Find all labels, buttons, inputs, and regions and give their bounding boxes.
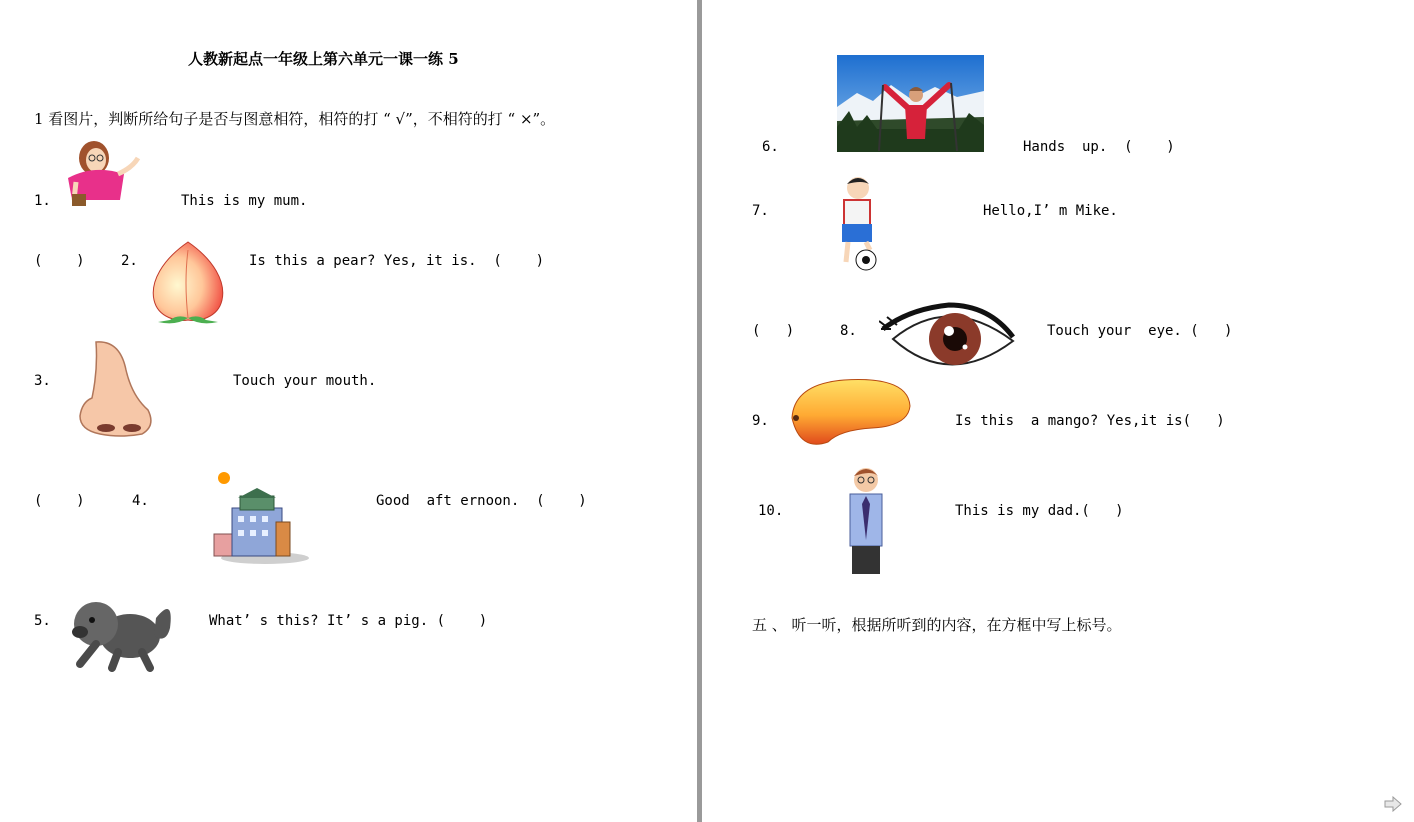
mango-picture bbox=[788, 376, 914, 448]
item-4-sentence: Good aft ernoon. ( ) bbox=[376, 493, 587, 509]
boy-picture bbox=[832, 174, 882, 272]
right-page bbox=[702, 0, 1414, 822]
item-7-sentence: Hello,I’ m Mike. bbox=[983, 203, 1118, 219]
school-building-picture bbox=[210, 468, 310, 568]
item-2-number: 2. bbox=[121, 253, 138, 269]
arrow-right-icon[interactable] bbox=[1383, 796, 1403, 812]
item-10-sentence: This is my dad.( ) bbox=[955, 503, 1124, 519]
item-7-number: 7. bbox=[752, 203, 769, 219]
item-6-sentence: Hands up. ( ) bbox=[1023, 139, 1175, 155]
left-page bbox=[0, 0, 697, 822]
item-4-answer-paren[interactable]: ( ) bbox=[34, 493, 85, 509]
item-9-number: 9. bbox=[752, 413, 769, 429]
hiker-photo bbox=[837, 55, 984, 152]
item-8-sentence: Touch your eye. ( ) bbox=[1047, 323, 1233, 339]
dad-picture bbox=[842, 464, 890, 578]
eye-picture bbox=[879, 299, 1019, 369]
mother-picture bbox=[58, 138, 144, 208]
nose-picture bbox=[76, 340, 156, 438]
item-4-number: 4. bbox=[132, 493, 149, 509]
instruction-text: 1 看图片，判断所给句子是否与图意相符，相符的打 “ √”，不相符的打 “ ×”。 bbox=[34, 110, 556, 128]
item-9-sentence: Is this a mango? Yes,it is( ) bbox=[955, 413, 1225, 429]
section-five-heading: 五 、 听一听，根据所听到的内容，在方框中写上标号。 bbox=[752, 616, 1122, 634]
peach-picture bbox=[148, 238, 228, 326]
item-1-sentence: This is my mum. bbox=[181, 193, 308, 209]
item-8-number: 8. bbox=[840, 323, 857, 339]
item-6-number: 6. bbox=[762, 139, 779, 155]
item-3-number: 3. bbox=[34, 373, 51, 389]
worksheet-title: 人教新起点一年级上第六单元一课一练 5 bbox=[188, 50, 459, 68]
item-2-answer-paren[interactable]: ( ) bbox=[34, 253, 85, 269]
item-3-sentence: Touch your mouth. bbox=[233, 373, 377, 389]
item-5-sentence: What’ s this? It’ s a pig. ( ) bbox=[209, 613, 488, 629]
item-2-sentence: Is this a pear? Yes, it is. ( ) bbox=[249, 253, 545, 269]
item-8-answer-paren[interactable]: ( ) bbox=[752, 323, 795, 339]
item-10-number: 10. bbox=[758, 503, 784, 519]
item-1-number: 1. bbox=[34, 193, 51, 209]
dog-picture bbox=[66, 588, 178, 672]
item-5-number: 5. bbox=[34, 613, 51, 629]
